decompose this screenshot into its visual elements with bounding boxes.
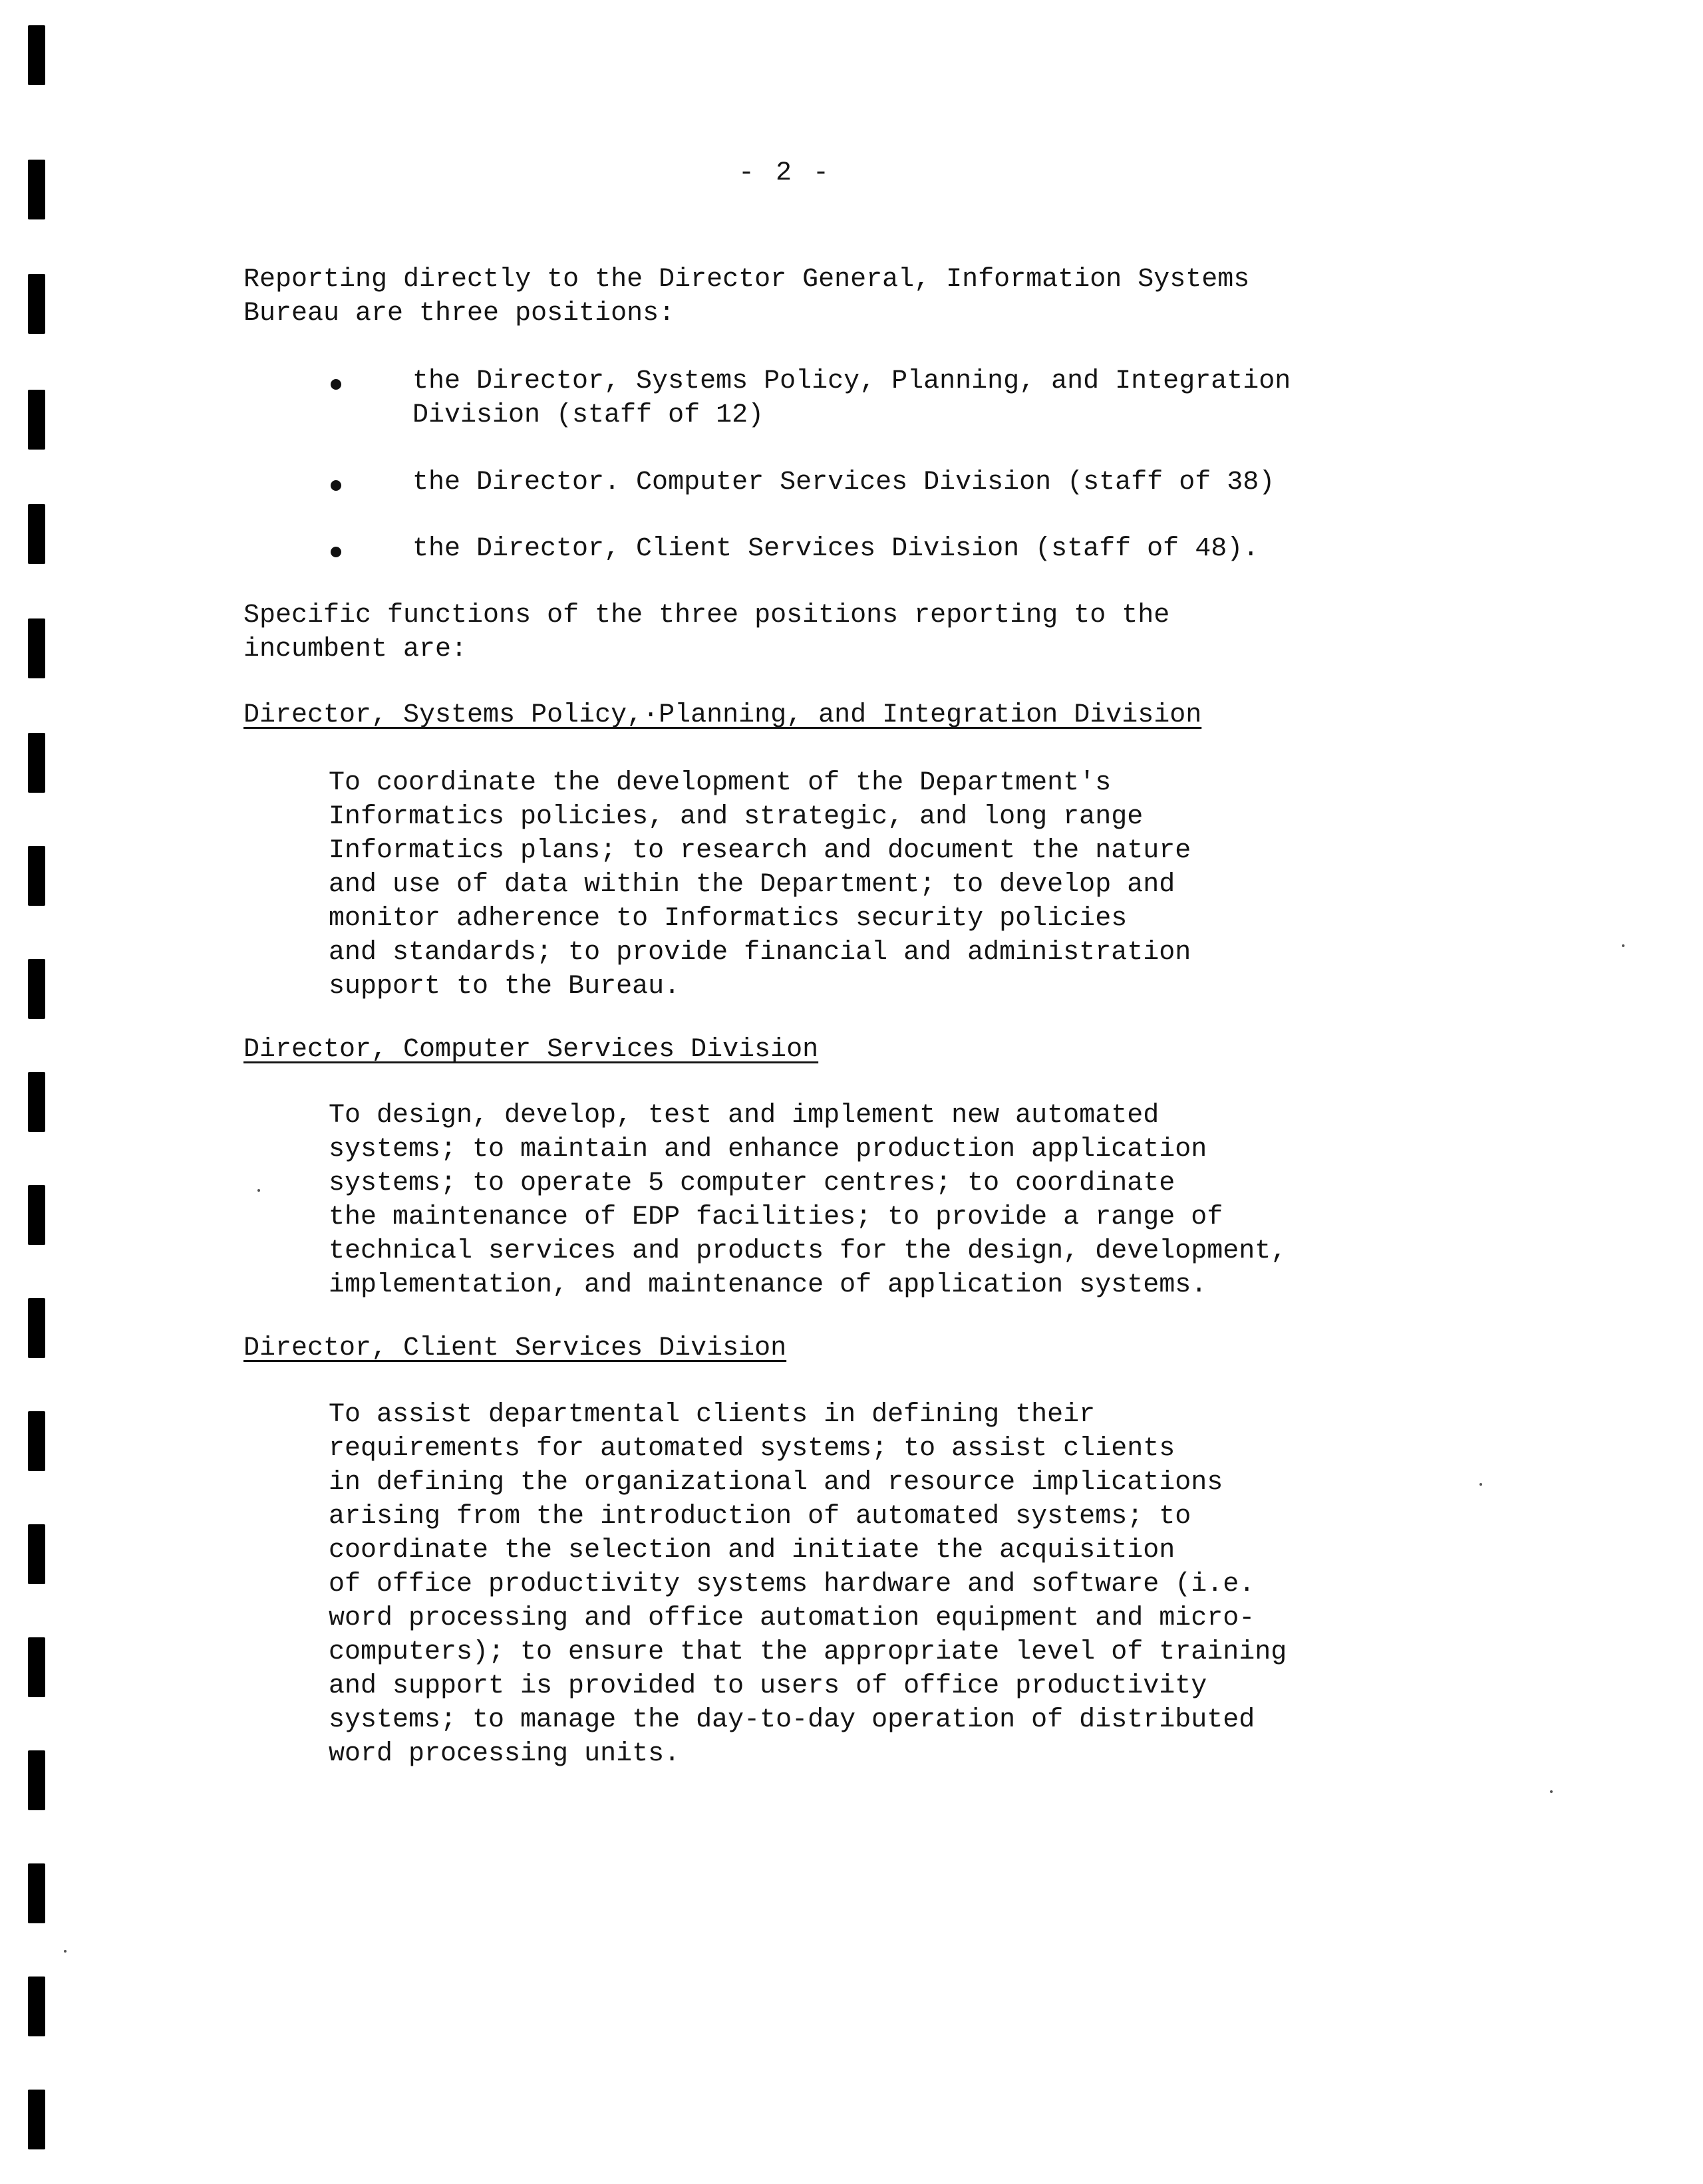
scan-mark [28,504,45,564]
position-text: the Director, Client Services Division (staff of 48). [412,534,1259,564]
scan-mark [28,2090,45,2149]
scan-mark [28,1863,45,1923]
scan-mark [28,1750,45,1810]
position-text: the Director. Computer Services Division (staff of 38) [412,468,1275,497]
scan-mark [28,618,45,678]
intro-paragraph: Reporting directly to the Director General, Information Systems Bureau are three positions: [243,265,1250,329]
scan-mark [28,959,45,1019]
scan-speck [64,1950,67,1953]
scan-speck [1550,1790,1553,1793]
bullet-icon [331,547,341,557]
scan-mark [28,1411,45,1471]
position-text: the Director, Systems Policy, Planning, and Integration Division (staff of 12) [412,366,1291,430]
bullet-icon [331,480,341,491]
scan-mark [28,1072,45,1132]
section-heading-client-services: Director, Client Services Division [243,1333,787,1363]
scan-speck [1479,1483,1482,1486]
section-heading-systems-policy: Director, Systems Policy,·Planning, and Integration Division [243,700,1202,730]
scan-mark [28,274,45,334]
scan-mark [28,1977,45,2036]
scan-mark [28,1524,45,1584]
scan-mark [28,733,45,793]
scan-mark [28,1298,45,1358]
scan-mark [28,1637,45,1697]
section-body-systems-policy: To coordinate the development of the Department's Informatics policies, and strategic, and long range Informatics plans; to research and document the nature and use of data within the Department; to develop and monitor adherence to Informatics security policies and standards; to provide financial and administration support to the Bureau. [329,768,1191,1002]
scan-mark [28,846,45,906]
scan-mark [28,390,45,450]
bullet-icon [331,379,341,390]
scan-speck [257,1189,260,1192]
scan-speck [1622,944,1625,947]
section-heading-computer-services: Director, Computer Services Division [243,1035,819,1065]
scan-mark [28,1185,45,1245]
scan-mark [28,25,45,85]
section-body-client-services: To assist departmental clients in defining their requirements for automated systems; to assist clients in defining the organizational and resource implications arising from the introduction of automated systems; to coordinate the selection and initiate the acquisition of office productivity systems hardware and software (i.e. word processing and office automation equipment and micro- computers); to ensure that the appropriate level of training and support is provided to users of office productivity systems; to manage the day-to-day operation of distributed word processing units. [329,1400,1287,1769]
functions-intro: Specific functions of the three positions reporting to the incumbent are: [243,601,1170,664]
section-body-computer-services: To design, develop, test and implement new automated systems; to maintain and enhance production application systems; to operate 5 computer centres; to coordinate the maintenance of EDP facilities; to provide a range of technical services and products for the design, development, implementation, and maintenance of application systems. [329,1101,1287,1300]
page-number: - 2 - [738,158,832,188]
